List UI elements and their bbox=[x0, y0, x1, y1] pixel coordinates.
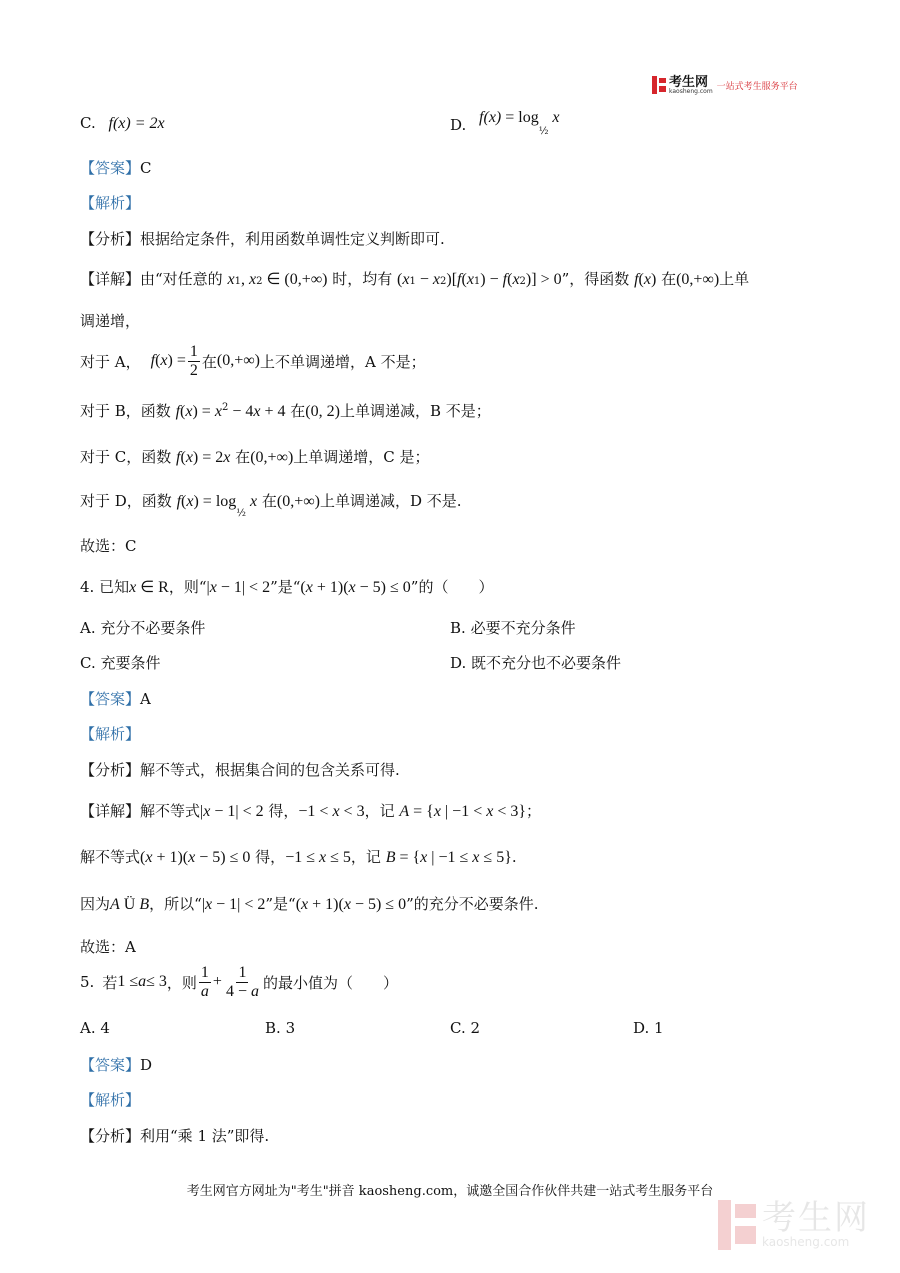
answer-value: A bbox=[140, 690, 151, 708]
line-text: 在 bbox=[261, 492, 277, 510]
option-label: C. bbox=[80, 654, 96, 672]
option-label: A. bbox=[80, 1019, 96, 1037]
q3-line-a: 对于 A， f ( x ) = $\frac{1}{2}$ 在 (0,+∞) 上不单调递增，A 不是； bbox=[80, 343, 426, 379]
q4-conclusion: 故选：A bbox=[80, 938, 136, 956]
detail-text: 由“对任意的 bbox=[140, 270, 223, 288]
detail-text: ”是“ bbox=[265, 895, 296, 913]
line-text: 对于 A， bbox=[80, 352, 141, 371]
q4-detail-line-2: 解不等式(x + 1)(x − 5) ≤ 0 得，−1 ≤ x ≤ 5，记 B = {x | −1 ≤ x ≤ 5}. bbox=[80, 848, 517, 866]
stem-text: 若 bbox=[102, 973, 118, 992]
detail-text: . bbox=[511, 848, 517, 866]
detail-text: 因为 bbox=[80, 895, 111, 913]
q3-analysis-tag: 【解析】 bbox=[80, 194, 141, 212]
detail-text: ； bbox=[526, 802, 542, 820]
fenxi-text: 根据给定条件，利用函数单调性定义判断即可. bbox=[140, 230, 445, 248]
q4-option-b bbox=[450, 617, 576, 638]
option-text: 1 bbox=[654, 1019, 664, 1037]
question-number: 4. bbox=[80, 578, 95, 596]
detail-text: 上单 bbox=[719, 270, 750, 288]
kaosheng-logo-icon bbox=[652, 76, 666, 94]
line-text: 上单调递减，D 不是. bbox=[319, 492, 462, 510]
line-text: 在 bbox=[201, 352, 217, 371]
option-label: D. bbox=[450, 116, 467, 134]
detail-text: ”，得函数 bbox=[561, 270, 630, 288]
q3-conclusion: 故选：C bbox=[80, 537, 137, 555]
q3-answer bbox=[80, 157, 152, 178]
option-text: 4 bbox=[100, 1019, 110, 1037]
option-label: B. bbox=[450, 619, 466, 637]
detail-text: 解不等式 bbox=[140, 802, 201, 820]
watermark-name: 考生网 bbox=[762, 1198, 870, 1238]
answer-tag: 【答案】 bbox=[80, 690, 141, 708]
logo-domain: kaosheng.com bbox=[669, 87, 713, 95]
logo-name: 考生网 bbox=[669, 74, 709, 90]
option-label: A. bbox=[80, 619, 96, 637]
q3-detail-line-1: 【详解】由“对任意的 x1, x2 ∈ (0,+∞) 时，均有 (x1 − x2)[f(x1) − f(x2)] > 0”，得函数 f(x) 在(0,+∞)上单 bbox=[80, 270, 750, 288]
fenxi-tag: 【分析】 bbox=[80, 761, 141, 779]
q5-option-d bbox=[633, 1019, 664, 1037]
q5-fenxi bbox=[80, 1125, 269, 1146]
q3-line-c: 对于 C，函数 f(x) = 2x 在(0,+∞)上单调递增，C 是； bbox=[80, 448, 430, 466]
detail-text: ，所以“ bbox=[149, 895, 202, 913]
option-label: C. bbox=[80, 114, 96, 132]
line-text: 上单调递增，C 是； bbox=[293, 448, 430, 466]
q3-fenxi bbox=[80, 228, 445, 249]
detail-text: 时，均有 bbox=[332, 270, 393, 288]
q4-option-a bbox=[80, 617, 205, 638]
q4-option-c bbox=[80, 652, 161, 673]
q4-detail-line-1: 【详解】解不等式|x − 1| < 2 得，−1 < x < 3，记 A = {x | −1 < x < 3}； bbox=[80, 802, 542, 820]
detail-text: ，记 bbox=[350, 848, 381, 866]
stem-text: ，则 bbox=[166, 973, 197, 992]
line-text: 对于 B，函数 bbox=[80, 402, 171, 420]
watermark bbox=[718, 1200, 870, 1250]
stem-text: ”的（ ） bbox=[410, 578, 494, 596]
q5-option-a bbox=[80, 1019, 110, 1037]
detail-text: ，记 bbox=[364, 802, 395, 820]
line-text: 在 bbox=[235, 448, 251, 466]
watermark-domain: kaosheng.com bbox=[762, 1235, 850, 1249]
xiangjie-tag: 【详解】 bbox=[80, 802, 141, 820]
option-text: 必要不充分条件 bbox=[470, 619, 576, 637]
answer-value: C bbox=[140, 159, 152, 177]
q4-detail-line-3: 因为A Ü B，所以“|x − 1| < 2”是“(x + 1)(x − 5) ≤ 0”的充分不必要条件. bbox=[80, 895, 539, 913]
line-text: 在 bbox=[290, 402, 306, 420]
option-d-formula: f(x) bbox=[479, 109, 502, 126]
q4-fenxi bbox=[80, 759, 400, 780]
page-footer: 考生网官方网址为"考生"拼音 kaosheng.com，诚邀全国合作伙伴共建一站式考生服务平台 bbox=[186, 1184, 714, 1199]
q3-option-d: D. $f(x) = \log_{\frac{1}{2}} x$ bbox=[450, 109, 560, 137]
kaosheng-watermark-icon bbox=[718, 1200, 756, 1250]
question-number: 5. bbox=[80, 973, 95, 992]
stem-text: 的最小值为（ ） bbox=[262, 973, 398, 992]
option-c-formula: f(x) = 2x bbox=[108, 115, 165, 132]
q4-analysis-tag: 【解析】 bbox=[80, 725, 141, 743]
fenxi-text: 利用“乘 1 法”即得. bbox=[140, 1127, 270, 1145]
q4-stem: 4. 已知x ∈ R，则“|x − 1| < 2”是“(x + 1)(x − 5) ≤ 0”的（ ） bbox=[80, 578, 494, 596]
line-text: 上单调递减，B 不是； bbox=[339, 402, 491, 420]
fraction-1-over-a: $\frac{1}{a}$ bbox=[200, 964, 209, 1000]
line-text: 对于 D，函数 bbox=[80, 492, 172, 510]
xiangjie-tag: 【详解】 bbox=[80, 270, 141, 288]
q5-answer bbox=[80, 1054, 152, 1075]
option-label: B. bbox=[265, 1019, 281, 1037]
fenxi-tag: 【分析】 bbox=[80, 230, 141, 248]
detail-text: 得， bbox=[255, 848, 286, 866]
q3-line-b: 对于 B，函数 $f(x) = x^2 - 4x + 4$ 在(0, 2)上单调递减，B 不是； bbox=[80, 402, 491, 420]
detail-text: ”的充分不必要条件. bbox=[406, 895, 539, 913]
stem-text: ”是“ bbox=[270, 578, 301, 596]
q5-option-c bbox=[450, 1019, 480, 1037]
answer-value: D bbox=[140, 1056, 153, 1074]
line-text: 对于 C，函数 bbox=[80, 448, 172, 466]
option-text: 3 bbox=[285, 1019, 296, 1037]
fraction-1-over-4-minus-a: $\frac{1}{4 - a}$ bbox=[225, 964, 259, 1000]
fenxi-tag: 【分析】 bbox=[80, 1127, 141, 1145]
detail-text: 在 bbox=[661, 270, 677, 288]
logo-tagline: 一站式考生服务平台 bbox=[716, 81, 798, 92]
option-text: 充要条件 bbox=[100, 654, 161, 672]
option-text: 2 bbox=[470, 1019, 481, 1037]
stem-text: ，则“ bbox=[168, 578, 207, 596]
option-text: 充分不必要条件 bbox=[100, 619, 206, 637]
q4-option-d bbox=[450, 652, 621, 673]
header-logo bbox=[652, 74, 798, 96]
option-label: D. bbox=[633, 1019, 650, 1037]
answer-tag: 【答案】 bbox=[80, 159, 141, 177]
q5-option-b bbox=[265, 1019, 295, 1037]
option-label: C. bbox=[450, 1019, 466, 1037]
stem-text: 已知 bbox=[99, 578, 130, 596]
detail-text: 解不等式 bbox=[80, 848, 141, 866]
q4-answer bbox=[80, 688, 151, 709]
q5-stem: 5. 若 1 ≤ a ≤ 3 ，则 $\frac{1}{a}$ + $\frac{1}{4 - a}$ 的最小值为（ ） bbox=[80, 964, 398, 1000]
line-text: 上不单调递增，A 不是； bbox=[259, 352, 426, 371]
fraction-one-half: $\frac{1}{2}$ bbox=[189, 343, 198, 379]
q3-line-d: 对于 D，函数 $f(x) = \log_{\frac{1}{2}} x$ 在(0,+∞)上单调递减，D 不是. bbox=[80, 492, 462, 519]
q3-detail-line-2: 调递增， bbox=[80, 312, 141, 330]
fenxi-text: 解不等式，根据集合间的包含关系可得. bbox=[140, 761, 400, 779]
option-text: 既不充分也不必要条件 bbox=[471, 654, 622, 672]
q3-option-c bbox=[80, 114, 165, 133]
option-label: D. bbox=[450, 654, 467, 672]
detail-text: 得， bbox=[268, 802, 299, 820]
answer-tag: 【答案】 bbox=[80, 1056, 141, 1074]
q5-analysis-tag: 【解析】 bbox=[80, 1091, 141, 1109]
